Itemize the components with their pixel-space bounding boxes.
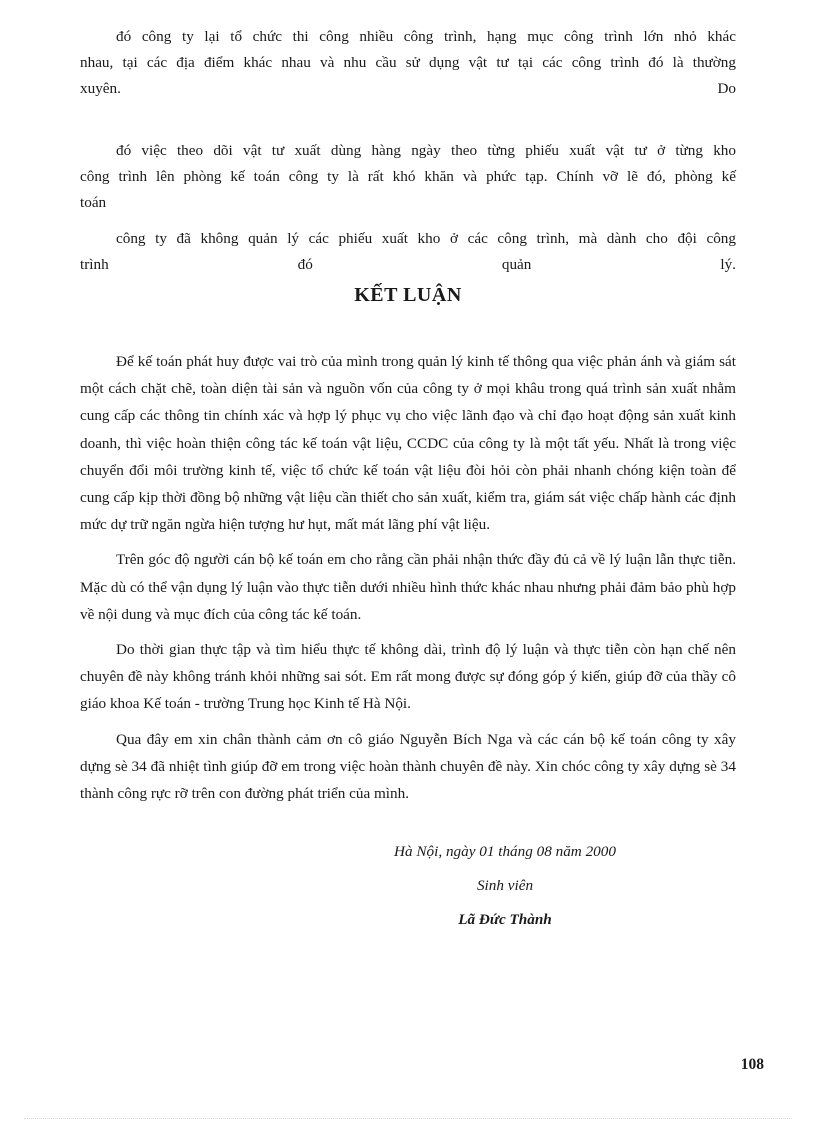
text-line: đó việc theo dõi vật tư xuất dùng hàng ngày theo từng phiếu xuất vật tư ở từng kho [116, 142, 736, 159]
text-fragment: trình [80, 256, 109, 273]
page-number: 108 [740, 1056, 764, 1073]
continuation-paragraph-3 [80, 226, 736, 278]
text-fragment: lý. [720, 256, 736, 273]
text-line: đó công ty lại tổ chức thi công nhiều công trình, hạng mục công trình lớn nhỏ khác [116, 28, 736, 45]
signature-date: Hà Nội, ngày 01 tháng 08 năm 2000 [394, 843, 616, 860]
text-fragment: quản [501, 256, 532, 273]
text-line: công trình lên phòng kế toán công ty là rất khó khăn và phức tạp. Chính vỡ lẽ đó, phòng kế [80, 168, 736, 185]
continuation-paragraph-1 [80, 24, 736, 102]
conclusion-paragraph-3: Do thời gian thực tập và tìm hiểu thực tế không dài, trình độ lý luận và thực tiễn còn hạn chế nên chuyên đề này không tránh khỏi những sai sót. Em rất mong được sự đóng góp ý kiến, giúp đỡ của thầy cô giáo khoa Kế toán - trường Trung học Kinh tế Hà Nội. [80, 641, 736, 713]
conclusion-paragraph-1: Để kế toán phát huy được vai trò của mình trong quản lý kinh tế thông qua việc phản ánh và giám sát một cách chặt chẽ, toàn diện tài sản và nguồn vốn của công ty ở mọi khâu trong quá trình sản xuất nhằm cung cấp các thông tin chính xác và hợp lý phục vụ cho việc lãnh đạo và chỉ đạo hoạt động sản xuất kinh doanh, thì việc hoàn thiện công tác kế toán vật liệu, CCDC của công ty là một tất yếu. Nhất là trong việc chuyển đổi môi trường kinh tế, việc tổ chức kế toán vật liệu đòi hỏi còn phải nhanh chóng kiện toàn để cung cấp kịp thời đồng bộ những vật liệu cần thiết cho sản xuất, kiểm tra, giám sát việc chấp hành các định mức dự trữ ngăn ngừa hiện tượng hư hụt, mất mát lãng phí vật liệu. [80, 353, 736, 534]
signature-role: Sinh viên [476, 877, 534, 894]
text-fragment: đó [297, 256, 313, 273]
text-line: toán [80, 194, 107, 211]
text-line [80, 76, 736, 102]
section-heading: KẾT LUẬN [354, 284, 462, 306]
text-line: nhau, tại các địa điểm khác nhau và nhu cầu sử dụng vật tư tại các công trình đó là thường [80, 54, 736, 71]
conclusion-body [80, 348, 736, 815]
bottom-divider [24, 1118, 792, 1119]
conclusion-paragraph-2: Trên góc độ người cán bộ kế toán em cho rằng cần phải nhận thức đầy đủ cả về lý luận lẫn thực tiễn. Mặc dù có thể vận dụng lý luận vào thực tiễn dưới nhiều hình thức khác nhau nhưng phải đảm bảo phù hợp về nội dung và mục đích của công tác kế toán. [80, 551, 736, 623]
signature-name: Lã Đức Thành [458, 911, 552, 928]
text-fragment: Do [717, 80, 736, 97]
conclusion-paragraph-4: Qua đây em xin chân thành cảm ơn cô giáo Nguyễn Bích Nga và các cán bộ kế toán công ty xây dựng sè 34 đã nhiệt tình giúp đỡ em trong việc hoàn thành chuyên đề này. Xin chóc công ty xây dựng sè 34 thành công rực rỡ trên con đường phát triển của mình. [80, 730, 736, 803]
text-fragment: xuyên. [80, 80, 121, 97]
text-line: công ty đã không quản lý các phiếu xuất kho ở các công trình, mà dành cho đội công [116, 230, 736, 247]
continuation-paragraph-2 [80, 138, 736, 216]
text-line [80, 252, 736, 278]
